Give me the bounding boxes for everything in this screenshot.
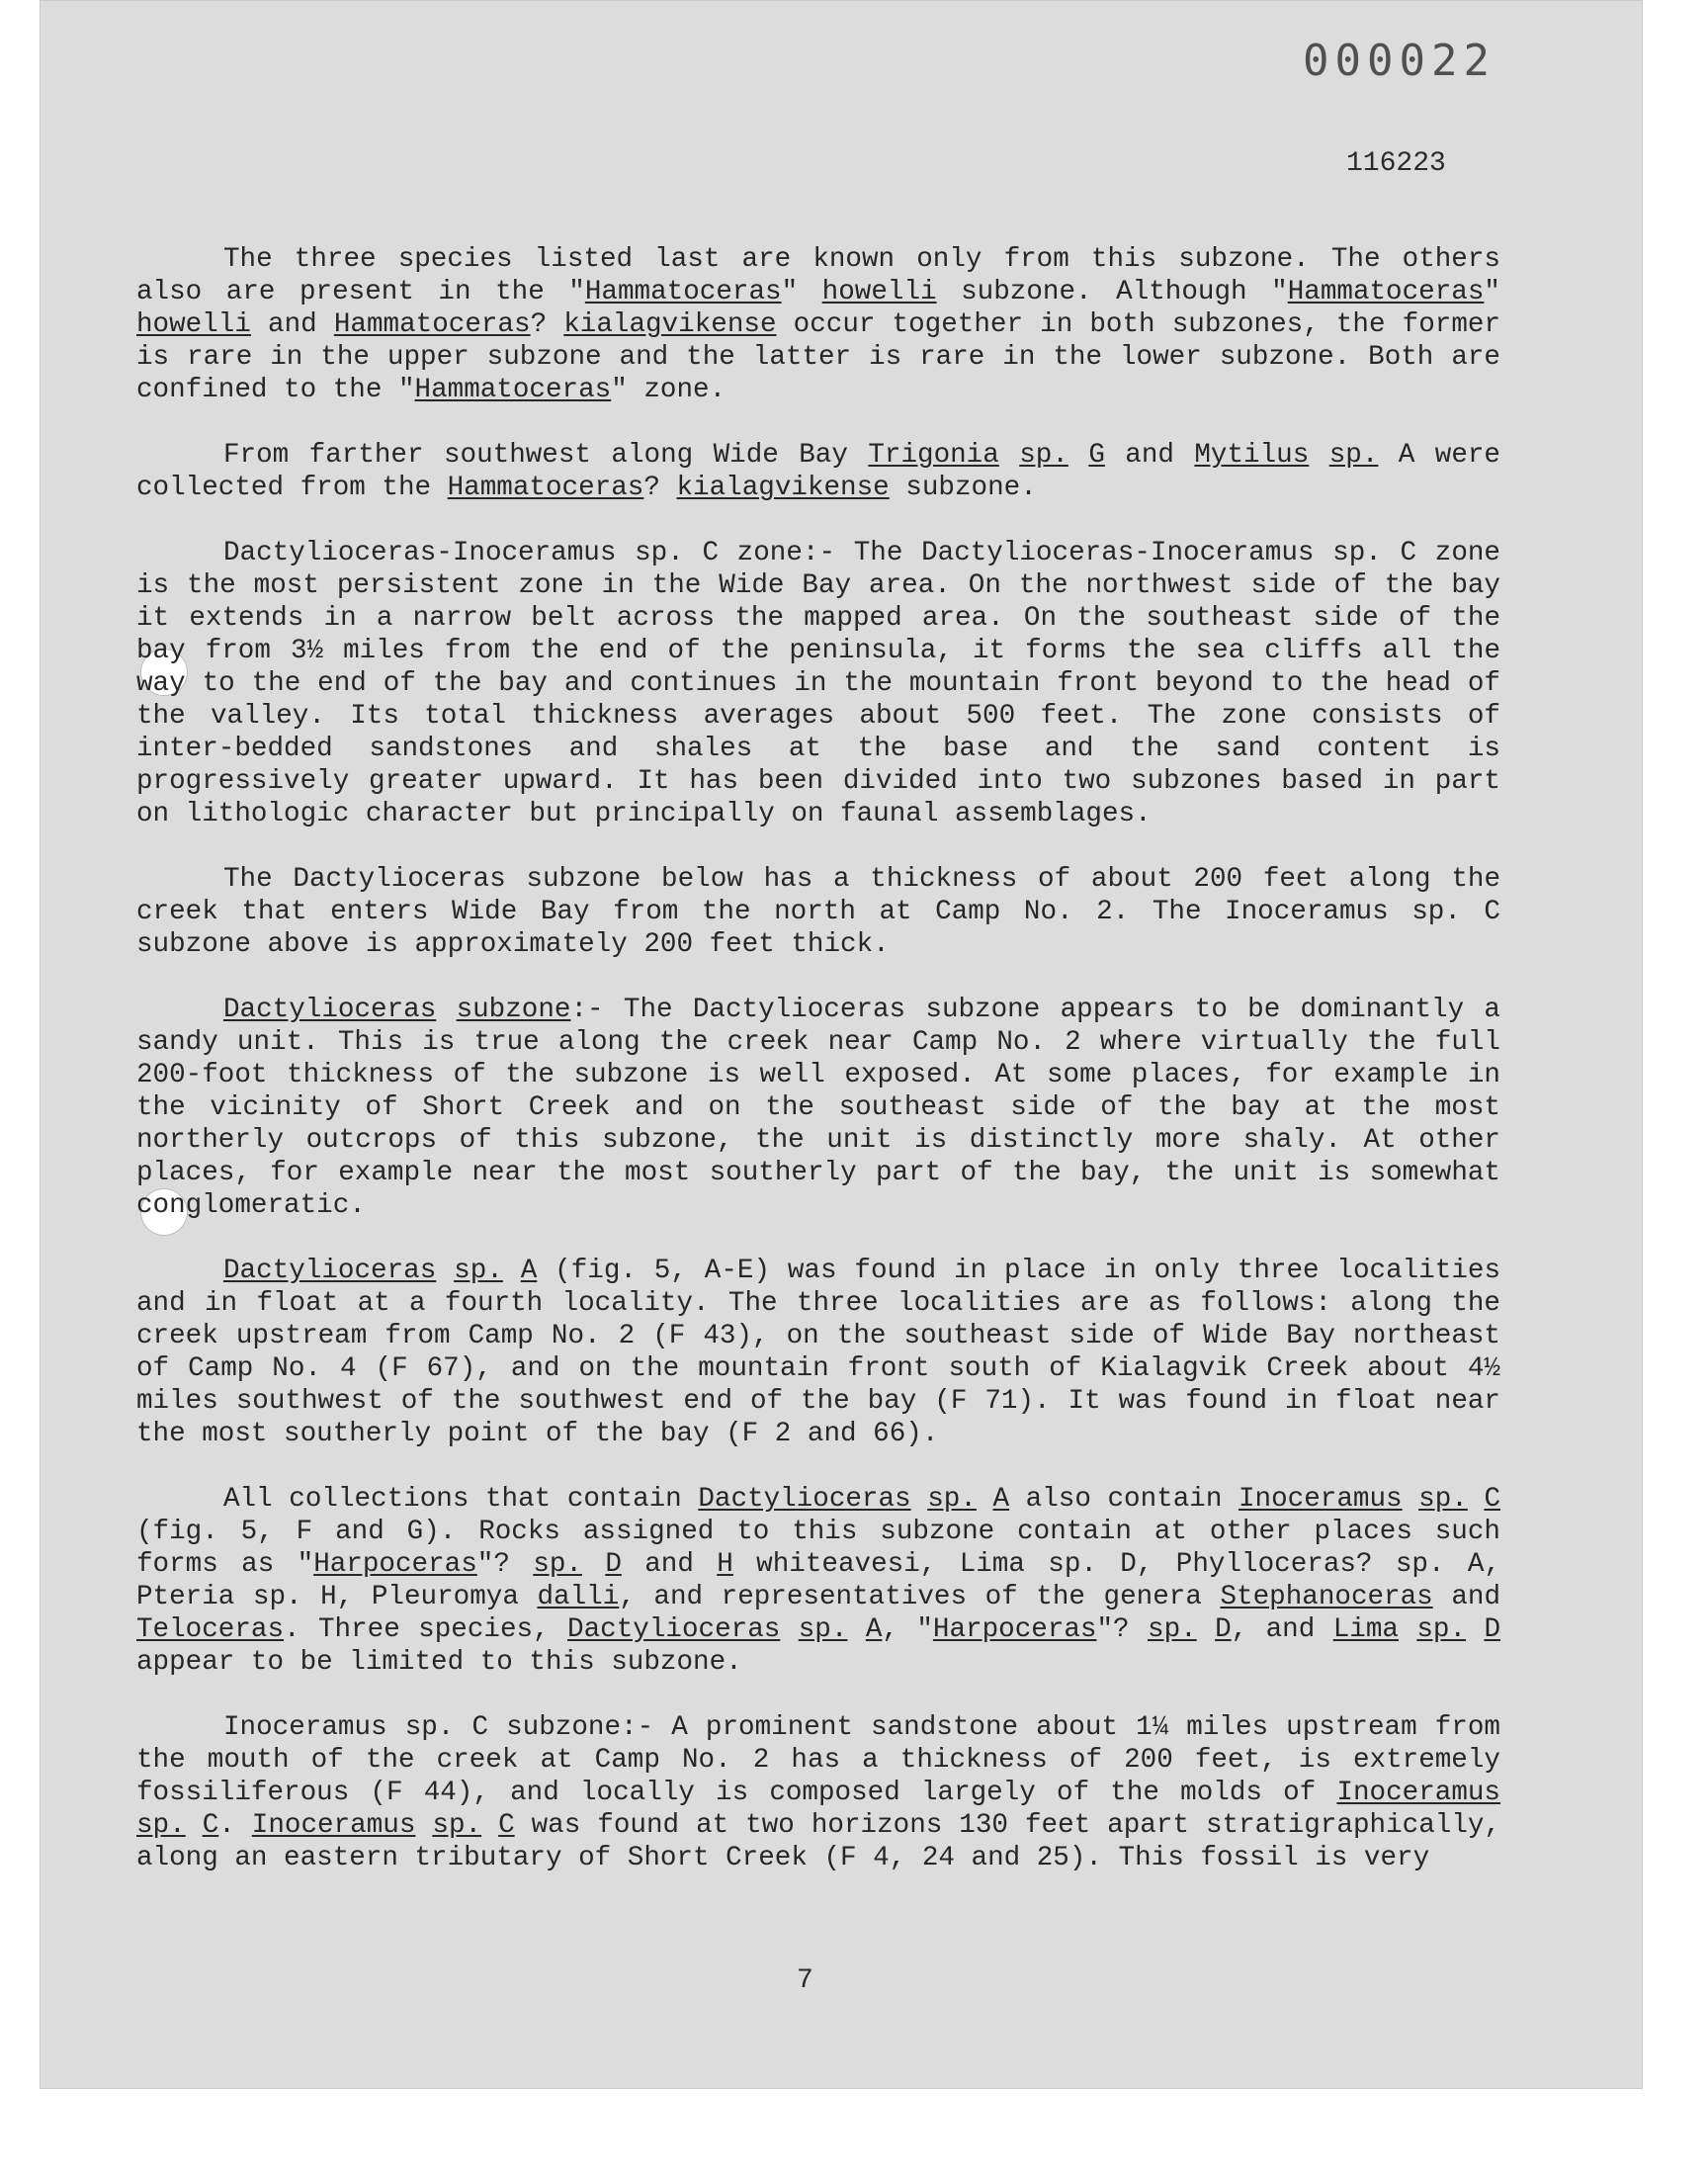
text-segment: ?: [530, 309, 564, 340]
text-segment: Dactylioceras-Inoceramus sp. C zone:- The Dactylioceras-Inoceramus sp. C zone is the most persistent zone in the Wide Bay area. On the northwest side of the bay it extends in a narrow belt across the mapped area. On the southeast side of the bay from 3½ miles from the end of the peninsula, it forms the sea cliffs all the way to the end of the bay and continues in the mountain front beyond to the head of the valley. Its total thickness averages about 500 feet. The zone consists of inter-bedded sandstones and shales at the base and the sand content is progressively greater upward. It has been divided into two subzones based in part on lithologic character but principally on faunal assemblages.: [136, 538, 1500, 829]
text-segment: appear to be limited to this subzone.: [136, 1647, 742, 1678]
text-segment: Inoceramus sp. C subzone:- A prominent sandstone about 1¼ miles upstream from the mouth of the creek at Camp No. 2 has a thickness of 200 feet, is extremely fossiliferous (F 44), and locally is composed largely of the molds of: [136, 1712, 1500, 1808]
text-segment: [1309, 440, 1328, 471]
text-segment: [186, 1810, 203, 1841]
text-segment: , and: [1231, 1614, 1333, 1645]
text-segment: [1197, 1614, 1215, 1645]
underlined-term: Hammatoceras: [1287, 277, 1485, 307]
underlined-term: D: [1484, 1614, 1501, 1645]
body-text: [136, 243, 1500, 1907]
text-segment: ?: [643, 473, 677, 503]
page-number: 7: [797, 1965, 813, 1996]
text-segment: "?: [476, 1549, 534, 1580]
underlined-term: sp.: [927, 1484, 977, 1515]
underlined-term: Hammatoceras: [414, 375, 612, 405]
paragraph-p3: [136, 537, 1500, 830]
underlined-term: Teloceras: [136, 1614, 285, 1645]
underlined-term: sp.: [1019, 440, 1068, 471]
underlined-term: Hammatoceras: [584, 277, 782, 307]
text-segment: [503, 1256, 521, 1286]
text-segment: and: [1104, 440, 1195, 471]
underlined-term: D: [605, 1549, 622, 1580]
paragraph-p6: [136, 1255, 1500, 1450]
underlined-term: Inoceramus: [251, 1810, 416, 1841]
text-segment: [1399, 1614, 1416, 1645]
underlined-term: howelli: [821, 277, 937, 307]
text-segment: [1468, 1484, 1485, 1515]
underlined-term: sp.: [432, 1810, 482, 1841]
underlined-term: sp.: [1416, 1614, 1467, 1645]
underlined-term: Harpoceras: [932, 1614, 1097, 1645]
paragraph-p5: [136, 994, 1500, 1222]
text-segment: [977, 1484, 993, 1515]
text-segment: ": [781, 277, 822, 307]
text-segment: "?: [1096, 1614, 1149, 1645]
text-segment: (fig. 5, A-E) was found in place in only three localities and in float at a fourth locality. The three localities are as follows: along the creek upstream from Camp No. 2 (F 43), on the southeast side of Wide Bay northeast of Camp No. 4 (F 67), and on the mountain front south of Kialagvik Creek about 4½ miles southwest of the southwest end of the bay (F 71). It was found in float near the most southerly point of the bay (F 2 and 66).: [136, 1256, 1501, 1449]
text-segment: [1403, 1484, 1419, 1515]
underlined-term: sp.: [1148, 1614, 1197, 1645]
text-segment: [1068, 440, 1088, 471]
text-segment: A were collected from the: [136, 440, 1500, 503]
text-segment: occur together in both subzones, the former is rare in the upper subzone and the latter is rare in the lower subzone. Both are confined to the ": [136, 309, 1501, 405]
text-segment: [911, 1484, 928, 1515]
text-segment: :- The Dactylioceras subzone appears to be dominantly a sandy unit. This is true along the creek near Camp No. 2 where virtually the full 200-foot thickness of the subzone is well exposed. At some places, for example in the vicinity of Short Creek and on the southeast side of the bay at the most northerly outcrops of this subzone, the unit is distinctly more shaly. At other places, for example near the most southerly part of the bay, the unit is somewhat conglomeratic.: [136, 995, 1500, 1221]
underlined-term: C: [202, 1810, 219, 1841]
text-segment: subzone.: [889, 473, 1037, 503]
text-segment: [780, 1614, 798, 1645]
underlined-term: C: [498, 1810, 515, 1841]
text-segment: [582, 1549, 605, 1580]
underlined-term: dalli: [537, 1582, 620, 1612]
underlined-term: kialagvikense: [563, 309, 777, 340]
document-number: 116223: [1346, 148, 1446, 179]
underlined-term: A: [865, 1614, 883, 1645]
text-segment: [1466, 1614, 1484, 1645]
underlined-term: A: [520, 1256, 538, 1286]
underlined-term: Dactylioceras: [223, 1256, 437, 1286]
text-segment: [436, 995, 456, 1025]
underlined-term: kialagvikense: [676, 473, 890, 503]
paragraph-p2: [136, 439, 1500, 504]
underlined-term: Inoceramus: [1238, 1484, 1403, 1515]
text-segment: , ": [882, 1614, 933, 1645]
text-segment: and: [621, 1549, 718, 1580]
text-segment: [847, 1614, 865, 1645]
paragraph-p4: [136, 863, 1500, 961]
text-segment: and: [250, 309, 334, 340]
underlined-term: sp.: [533, 1549, 582, 1580]
text-segment: The Dactylioceras subzone below has a thickness of about 200 feet along the creek that enters Wide Bay from the north at Camp No. 2. The Inoceramus sp. C subzone above is approximately 200 feet thick.: [136, 864, 1500, 960]
text-segment: [999, 440, 1019, 471]
underlined-term: D: [1215, 1614, 1232, 1645]
underlined-term: A: [992, 1484, 1010, 1515]
underlined-term: Hammatoceras: [447, 473, 644, 503]
text-segment: whiteavesi, Lima sp. D, Phylloceras? sp. A, Pteria sp. H, Pleuromya: [136, 1549, 1500, 1612]
underlined-term: Dactylioceras: [223, 995, 437, 1025]
underlined-term: Mytilus: [1194, 440, 1310, 471]
underlined-term: Stephanoceras: [1220, 1582, 1433, 1612]
text-segment: .: [218, 1810, 252, 1841]
underlined-term: howelli: [136, 309, 251, 340]
text-segment: The three species listed last are known only from this subzone. The others also are present in the ": [136, 244, 1500, 307]
text-segment: subzone. Although ": [936, 277, 1288, 307]
underlined-term: sp.: [798, 1614, 848, 1645]
underlined-term: Harpoceras: [313, 1549, 477, 1580]
underlined-term: Dactylioceras: [698, 1484, 911, 1515]
text-segment: All collections that contain: [223, 1484, 699, 1515]
text-segment: [415, 1810, 432, 1841]
underlined-term: sp.: [136, 1810, 186, 1841]
underlined-term: sp.: [454, 1256, 503, 1286]
underlined-term: Dactylioceras: [567, 1614, 781, 1645]
underlined-term: subzone: [456, 995, 571, 1025]
underlined-term: G: [1088, 440, 1105, 471]
text-segment: also contain: [1009, 1484, 1238, 1515]
underlined-term: C: [1484, 1484, 1501, 1515]
paragraph-p8: [136, 1711, 1500, 1874]
stamp-number: 000022: [1303, 36, 1495, 86]
text-segment: (fig. 5, F and G). Rocks assigned to this subzone contain at other places such forms as ": [136, 1517, 1500, 1580]
text-segment: [481, 1810, 498, 1841]
text-segment: ": [1484, 277, 1500, 307]
underlined-term: Lima: [1332, 1614, 1399, 1645]
text-segment: . Three species,: [284, 1614, 568, 1645]
text-segment: and: [1432, 1582, 1500, 1612]
paragraph-p7: [136, 1483, 1500, 1679]
paragraph-p1: [136, 243, 1500, 406]
underlined-term: sp.: [1418, 1484, 1468, 1515]
underlined-term: H: [717, 1549, 733, 1580]
text-segment: From farther southwest along Wide Bay: [223, 440, 869, 471]
text-segment: , and representatives of the genera: [619, 1582, 1221, 1612]
underlined-term: Inoceramus: [1336, 1778, 1500, 1808]
text-segment: was found at two horizons 130 feet apart stratigraphically, along an eastern tributary of Short Creek (F 4, 24 and 25). This fossil is very: [136, 1810, 1501, 1873]
underlined-term: Trigonia: [868, 440, 999, 471]
text-segment: " zone.: [611, 375, 726, 405]
underlined-term: Hammatoceras: [333, 309, 531, 340]
underlined-term: sp.: [1328, 440, 1379, 471]
text-segment: [436, 1256, 454, 1286]
